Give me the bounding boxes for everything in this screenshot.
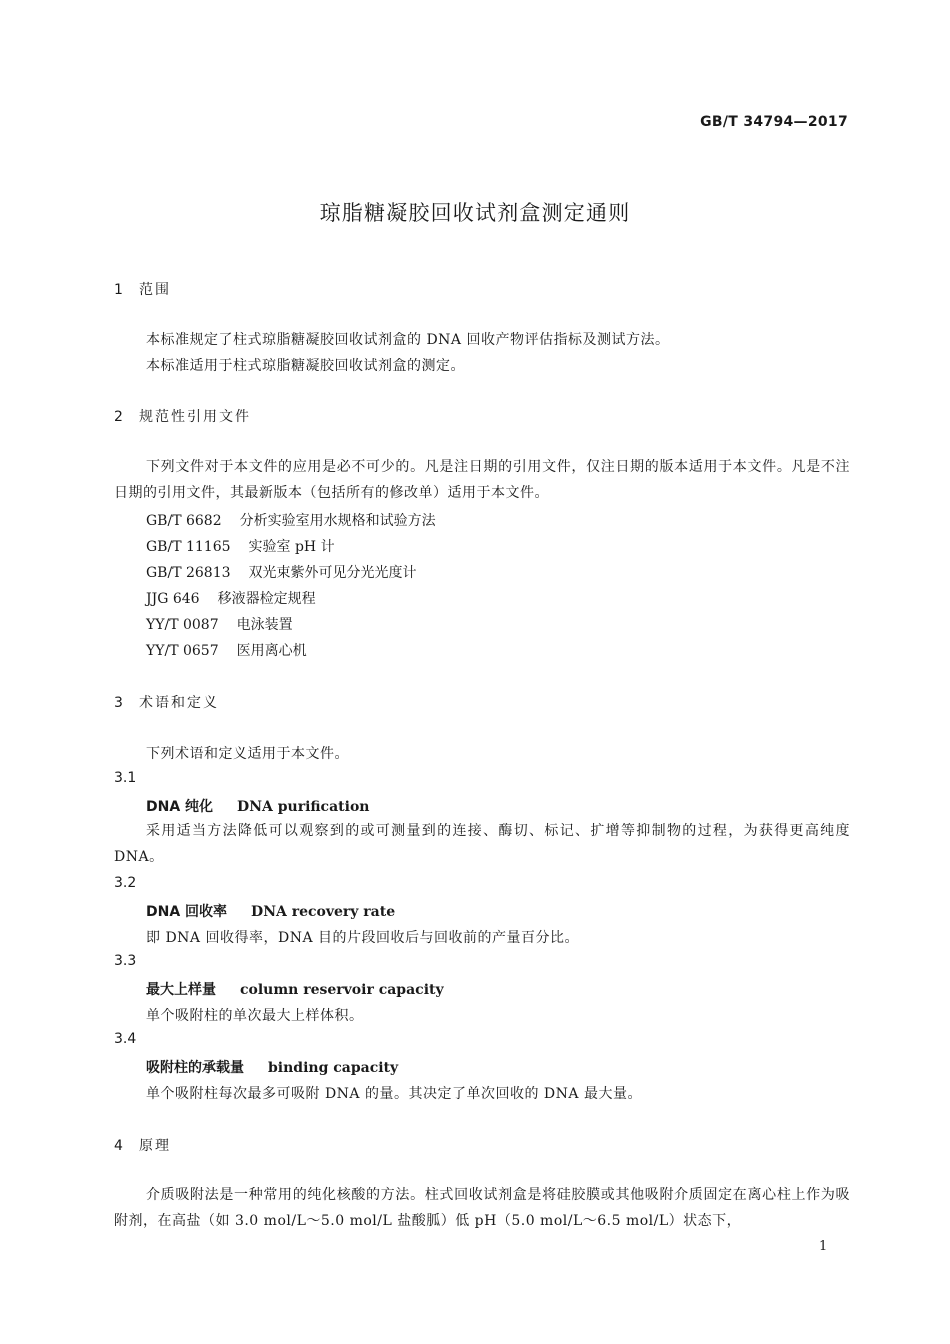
term-number: 3.1 (114, 770, 137, 786)
reference-name: 医用离心机 (236, 643, 307, 659)
reference-name: 实验室 pH 计 (248, 539, 335, 555)
reference-code: YY/T 0657 (146, 643, 219, 659)
term-heading (146, 979, 444, 999)
section-title: 原理 (139, 1138, 171, 1154)
reference-code: GB/T 11165 (146, 539, 231, 555)
section-2-heading (114, 406, 251, 426)
section-2-intro: 下列文件对于本文件的应用是必不可少的。凡是注日期的引用文件，仅注日期的版本适用于本文件。凡是不注日期的引用文件，其最新版本（包括所有的修改单）适用于本文件。 (114, 459, 850, 501)
section-title: 术语和定义 (139, 695, 219, 711)
term-cn: 最大上样量 (146, 982, 216, 998)
term-heading (146, 901, 395, 921)
section-4-paragraph-1: 介质吸附法是一种常用的纯化核酸的方法。柱式回收试剂盒是将硅胶膜或其他吸附介质固定在离心柱上作为吸附剂，在高盐（如 3.0 mol/L～5.0 mol/L 盐酸胍）低 pH（5.0 mol/L～6.5 mol/L）状态下， (114, 1187, 850, 1229)
term-en: column reservoir capacity (240, 982, 444, 998)
term-cn: 吸附柱的承载量 (146, 1060, 244, 1076)
section-1-paragraph-2: 本标准适用于柱式琼脂糖凝胶回收试剂盒的测定。 (146, 358, 465, 374)
term-definition: 即 DNA 回收得率，DNA 目的片段回收后与回收前的产量百分比。 (146, 930, 580, 946)
term-heading (146, 1057, 398, 1077)
reference-name: 电泳装置 (236, 617, 293, 633)
section-3-intro: 下列术语和定义适用于本文件。 (146, 746, 349, 762)
section-1-heading (114, 279, 171, 299)
reference-item (146, 510, 436, 530)
term-en: DNA purification (237, 799, 370, 815)
reference-name: 双光束紫外可见分光光度计 (248, 565, 417, 581)
reference-code: GB/T 6682 (146, 513, 222, 529)
reference-name: 移液器检定规程 (217, 591, 316, 607)
section-title: 规范性引用文件 (139, 409, 251, 425)
term-definition: 单个吸附柱每次最多可吸附 DNA 的量。其决定了单次回收的 DNA 最大量。 (146, 1086, 642, 1102)
term-number: 3.3 (114, 953, 137, 969)
reference-item (146, 640, 307, 660)
section-4-heading (114, 1135, 171, 1155)
section-number: 1 (114, 282, 123, 298)
term-en: DNA recovery rate (251, 904, 396, 920)
reference-item (146, 562, 417, 582)
term-cn: DNA 回收率 (146, 904, 228, 920)
reference-code: GB/T 26813 (146, 565, 231, 581)
section-number: 4 (114, 1138, 123, 1154)
reference-name: 分析实验室用水规格和试验方法 (239, 513, 436, 529)
term-number: 3.4 (114, 1031, 137, 1047)
reference-code: YY/T 0087 (146, 617, 219, 633)
reference-code: JJG 646 (146, 591, 200, 607)
reference-item (146, 536, 335, 556)
page-number: 1 (819, 1239, 828, 1254)
section-number: 2 (114, 409, 123, 425)
term-definition: 单个吸附柱的单次最大上样体积。 (146, 1008, 364, 1024)
reference-item (146, 588, 316, 608)
term-heading (146, 796, 369, 816)
section-3-heading (114, 692, 219, 712)
standard-number: GB/T 34794—2017 (700, 114, 848, 130)
section-1-paragraph-1: 本标准规定了柱式琼脂糖凝胶回收试剂盒的 DNA 回收产物评估指标及测试方法。 (146, 332, 670, 348)
section-number: 3 (114, 695, 123, 711)
document-title: 琼脂糖凝胶回收试剂盒测定通则 (319, 201, 631, 225)
reference-item (146, 614, 293, 634)
section-title: 范围 (139, 282, 171, 298)
term-en: binding capacity (268, 1060, 399, 1076)
term-cn: DNA 纯化 (146, 799, 214, 815)
term-definition: 采用适当方法降低可以观察到的或可测量到的连接、酶切、标记、扩增等抑制物的过程，为获得更高纯度 DNA。 (114, 823, 850, 865)
term-number: 3.2 (114, 875, 137, 891)
